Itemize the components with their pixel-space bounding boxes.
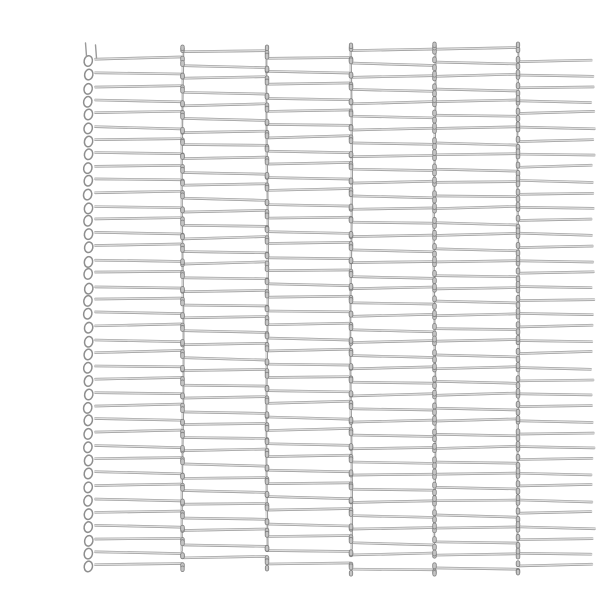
rod-end-knob xyxy=(433,123,437,129)
rod-end-knob xyxy=(349,337,353,343)
rod-end-knob xyxy=(516,63,520,69)
rod-end-knob xyxy=(433,429,437,435)
rod-end-knob xyxy=(349,391,353,397)
rod-end-knob xyxy=(516,149,520,155)
rod-end-knob xyxy=(516,508,520,514)
rod-end-knob xyxy=(265,146,269,152)
rod-end-knob xyxy=(516,196,520,202)
rod-end-knob xyxy=(181,193,185,199)
rod-end-knob xyxy=(516,189,520,195)
rod-end-knob xyxy=(433,510,437,516)
rod-end-knob xyxy=(516,96,520,102)
rod-end-knob xyxy=(433,150,437,156)
rod-end-knob xyxy=(349,164,353,170)
rod-end-knob xyxy=(516,534,520,540)
rod-end-knob xyxy=(349,564,353,570)
rod-end-knob xyxy=(516,215,520,221)
rod-end-knob xyxy=(433,350,437,356)
rod-end-knob xyxy=(516,376,520,382)
rod-end-knob xyxy=(433,409,437,415)
rod-end-knob xyxy=(516,435,520,441)
rod-end-knob xyxy=(349,245,353,251)
rod-end-knob xyxy=(181,207,185,213)
rod-end-knob xyxy=(181,365,185,371)
cable-top-hook xyxy=(516,42,519,48)
rod-end-knob xyxy=(181,287,185,293)
rod-end-knob xyxy=(433,197,437,203)
rod-end-knob xyxy=(433,403,437,409)
rod-end-knob xyxy=(181,513,185,519)
cable-bottom-hook xyxy=(516,569,519,575)
rod-end-knob xyxy=(516,409,520,415)
rod-end-knob xyxy=(265,451,269,457)
cable-bottom-hook xyxy=(433,571,436,577)
rod-end-knob xyxy=(433,436,437,442)
rod-end-knob xyxy=(433,489,437,495)
rod-end-knob xyxy=(516,383,520,389)
rod-end-knob xyxy=(181,300,185,306)
rod-end-knob xyxy=(181,246,185,252)
rod-end-knob xyxy=(349,524,353,530)
rod-end-knob xyxy=(349,377,353,383)
rod-end-knob xyxy=(433,251,437,257)
rod-end-knob xyxy=(516,308,520,314)
rod-end-knob xyxy=(265,519,269,525)
rod-end-knob xyxy=(181,220,185,226)
rod-end-knob xyxy=(516,281,520,287)
rod-end-knob xyxy=(181,139,185,145)
rod-end-knob xyxy=(433,270,437,276)
rod-end-knob xyxy=(349,510,353,516)
rod-end-knob xyxy=(433,170,437,176)
rod-end-knob xyxy=(433,390,437,396)
rod-end-knob xyxy=(181,167,185,173)
rod-end-knob xyxy=(433,138,437,144)
rod-end-knob xyxy=(265,185,269,191)
rod-end-knob xyxy=(433,177,437,183)
rod-end-knob xyxy=(516,329,520,335)
rod-end-knob xyxy=(433,244,437,250)
rod-end-knob xyxy=(516,115,520,121)
rod-end-knob xyxy=(433,217,437,223)
rod-end-knob xyxy=(181,553,185,559)
rod-end-knob xyxy=(516,108,520,114)
rod-end-knob xyxy=(433,550,437,556)
rod-end-knob xyxy=(181,352,185,358)
rod-end-knob xyxy=(516,389,520,395)
rod-end-knob xyxy=(265,545,269,551)
rod-end-knob xyxy=(433,144,437,150)
mesh-svg xyxy=(40,16,600,598)
rod-end-knob xyxy=(349,550,353,556)
rod-end-knob xyxy=(516,70,520,76)
rod-end-knob xyxy=(516,256,520,262)
rod-end-knob xyxy=(265,559,269,565)
rod-end-knob xyxy=(181,432,185,438)
rod-end-knob xyxy=(265,398,269,404)
rod-end-knob xyxy=(265,478,269,484)
rod-end-knob xyxy=(349,178,353,184)
rod-end-knob xyxy=(516,175,520,181)
rod-end-knob xyxy=(433,203,437,209)
rod-end-knob xyxy=(516,454,520,460)
rod-end-knob xyxy=(433,71,437,77)
rod-end-knob xyxy=(433,463,437,469)
rod-end-knob xyxy=(433,336,437,342)
rod-end-knob xyxy=(265,531,269,537)
rod-end-knob xyxy=(265,279,269,285)
rod-end-knob xyxy=(349,404,353,410)
rod-end-knob xyxy=(181,499,185,505)
rod-end-knob xyxy=(349,152,353,158)
rod-end-knob xyxy=(265,93,269,99)
rod-end-knob xyxy=(265,306,269,312)
cable-bottom-hook xyxy=(265,565,268,571)
rod-end-knob xyxy=(181,127,185,133)
rod-end-knob xyxy=(265,119,269,125)
rod-end-knob xyxy=(265,425,269,431)
rod-end-knob xyxy=(349,217,353,223)
rod-end-knob xyxy=(265,333,269,339)
rod-end-knob xyxy=(516,548,520,554)
rod-end-knob xyxy=(433,482,437,488)
rod-end-knob xyxy=(265,238,269,244)
rod-end-knob xyxy=(349,497,353,503)
rod-end-knob xyxy=(349,111,353,117)
rod-end-knob xyxy=(516,488,520,494)
rod-end-knob xyxy=(516,335,520,341)
cable-bottom-hook xyxy=(181,566,184,572)
rod-end-knob xyxy=(516,481,520,487)
rod-end-knob xyxy=(265,79,269,85)
rod-end-knob xyxy=(433,537,437,543)
rod-end-knob xyxy=(349,444,353,450)
rod-end-knob xyxy=(516,362,520,368)
rod-end-knob xyxy=(181,313,185,319)
rod-end-knob xyxy=(433,278,437,284)
rod-end-knob xyxy=(349,271,353,277)
rod-end-knob xyxy=(349,470,353,476)
rod-end-knob xyxy=(265,292,269,298)
rod-end-knob xyxy=(181,459,185,465)
rod-end-knob xyxy=(349,484,353,490)
rod-end-knob xyxy=(433,324,437,330)
rod-end-knob xyxy=(265,385,269,391)
rod-end-knob xyxy=(265,359,269,365)
rod-end-knob xyxy=(516,322,520,328)
rod-end-knob xyxy=(349,191,353,197)
rod-end-knob xyxy=(433,523,437,529)
rod-end-knob xyxy=(265,266,269,272)
rod-end-knob xyxy=(516,561,520,567)
rod-end-knob xyxy=(433,517,437,523)
rod-end-knob xyxy=(433,91,437,97)
rod-end-knob xyxy=(516,228,520,234)
rod-end-knob xyxy=(265,159,269,165)
rod-end-knob xyxy=(516,162,520,168)
rod-end-knob xyxy=(349,538,353,544)
rod-end-knob xyxy=(265,491,269,497)
rod-end-knob xyxy=(433,110,437,116)
rod-end-knob xyxy=(516,468,520,474)
wire-mesh-photo xyxy=(40,16,600,598)
rod-end-knob xyxy=(265,226,269,232)
rod-end-knob xyxy=(265,439,269,445)
rod-end-knob xyxy=(433,117,437,123)
selvage-stub xyxy=(96,45,97,58)
rod-end-knob xyxy=(349,58,353,64)
rod-end-knob xyxy=(516,441,520,447)
rod-end-knob xyxy=(433,544,437,550)
rod-end-knob xyxy=(516,542,520,548)
rod-end-knob xyxy=(265,253,269,259)
rod-end-knob xyxy=(349,138,353,144)
rod-end-knob xyxy=(516,202,520,208)
rod-end-knob xyxy=(433,469,437,475)
rod-end-knob xyxy=(349,350,353,356)
rod-end-knob xyxy=(265,66,269,72)
rod-end-knob xyxy=(349,257,353,263)
rod-end-knob xyxy=(433,191,437,197)
rod-end-knob xyxy=(433,164,437,170)
rod-end-knob xyxy=(349,84,353,90)
rod-end-knob xyxy=(181,393,185,399)
rod-end-knob xyxy=(516,295,520,301)
rod-end-knob xyxy=(349,72,353,78)
rod-end-knob xyxy=(349,430,353,436)
rod-end-knob xyxy=(181,540,185,546)
rod-end-knob xyxy=(433,364,437,370)
rod-end-knob xyxy=(181,153,185,159)
rod-end-knob xyxy=(516,416,520,422)
rod-end-knob xyxy=(349,204,353,210)
rod-end-knob xyxy=(349,311,353,317)
rod-end-knob xyxy=(433,303,437,309)
cable-bottom-hook xyxy=(349,571,352,577)
rod-end-knob xyxy=(516,122,520,128)
rod-end-knob xyxy=(265,465,269,471)
rod-end-knob xyxy=(181,73,185,79)
rod-end-knob xyxy=(349,417,353,423)
rod-end-knob xyxy=(516,242,520,248)
rod-end-knob xyxy=(265,106,269,112)
rod-end-knob xyxy=(516,83,520,89)
rod-end-knob xyxy=(516,268,520,274)
rod-end-knob xyxy=(265,412,269,418)
rod-end-knob xyxy=(349,283,353,289)
rod-end-knob xyxy=(433,443,437,449)
rod-end-knob xyxy=(433,563,437,569)
rod-end-knob xyxy=(433,57,437,63)
rod-end-knob xyxy=(433,296,437,302)
rod-end-knob xyxy=(265,320,269,326)
rod-end-knob xyxy=(349,99,353,105)
rod-end-knob xyxy=(349,364,353,370)
selvage-stub xyxy=(86,43,87,56)
rod-end-knob xyxy=(516,495,520,501)
rod-end-knob xyxy=(349,298,353,304)
rod-end-knob xyxy=(516,356,520,362)
rod-end-knob xyxy=(181,61,185,67)
rod-end-knob xyxy=(181,234,185,240)
rod-end-knob xyxy=(433,65,437,71)
rod-end-knob xyxy=(349,125,353,131)
rod-end-knob xyxy=(181,180,185,186)
rod-end-knob xyxy=(181,273,185,279)
rod-end-knob xyxy=(516,348,520,354)
rod-end-knob xyxy=(433,416,437,422)
rod-end-knob xyxy=(181,446,185,452)
rod-end-knob xyxy=(265,199,269,205)
rod-end-knob xyxy=(349,457,353,463)
rod-end-knob xyxy=(265,172,269,178)
rod-end-knob xyxy=(181,340,185,346)
cable-top-hook xyxy=(349,43,352,49)
rod-end-knob xyxy=(181,380,185,386)
rod-end-knob xyxy=(433,382,437,388)
rod-end-knob xyxy=(265,346,269,352)
cable-top-hook xyxy=(433,42,436,48)
rod-end-knob xyxy=(516,522,520,528)
rod-end-knob xyxy=(181,485,185,491)
rod-end-knob xyxy=(433,257,437,263)
rod-end-knob xyxy=(433,311,437,317)
rod-end-knob xyxy=(181,113,185,119)
rod-end-knob xyxy=(433,376,437,382)
rod-end-knob xyxy=(181,87,185,93)
rod-end-knob xyxy=(265,505,269,511)
rod-end-knob xyxy=(349,325,353,331)
rod-end-knob xyxy=(181,101,185,107)
rod-end-knob xyxy=(265,213,269,219)
rod-end-knob xyxy=(516,302,520,308)
rod-end-knob xyxy=(181,325,185,331)
rod-end-knob xyxy=(433,457,437,463)
rod-end-knob xyxy=(181,473,185,479)
rod-end-knob xyxy=(433,230,437,236)
rod-end-knob xyxy=(433,96,437,102)
rod-end-knob xyxy=(433,84,437,90)
rod-end-knob xyxy=(265,133,269,139)
rod-end-knob xyxy=(181,525,185,531)
rod-end-knob xyxy=(516,181,520,187)
rod-end-knob xyxy=(516,462,520,468)
rod-end-knob xyxy=(433,357,437,363)
rod-end-knob xyxy=(265,53,269,59)
rod-end-knob xyxy=(516,401,520,407)
rod-end-knob xyxy=(516,56,520,62)
rod-end-knob xyxy=(433,496,437,502)
rod-end-knob xyxy=(433,284,437,290)
rod-end-knob xyxy=(181,407,185,413)
rod-end-knob xyxy=(516,429,520,435)
rod-end-knob xyxy=(516,136,520,142)
cable-top-hook xyxy=(181,45,184,51)
cable-top-hook xyxy=(265,45,268,51)
rod-end-knob xyxy=(265,372,269,378)
rod-end-knob xyxy=(516,250,520,256)
rod-end-knob xyxy=(181,259,185,265)
rod-end-knob xyxy=(181,419,185,425)
rod-end-knob xyxy=(349,231,353,237)
